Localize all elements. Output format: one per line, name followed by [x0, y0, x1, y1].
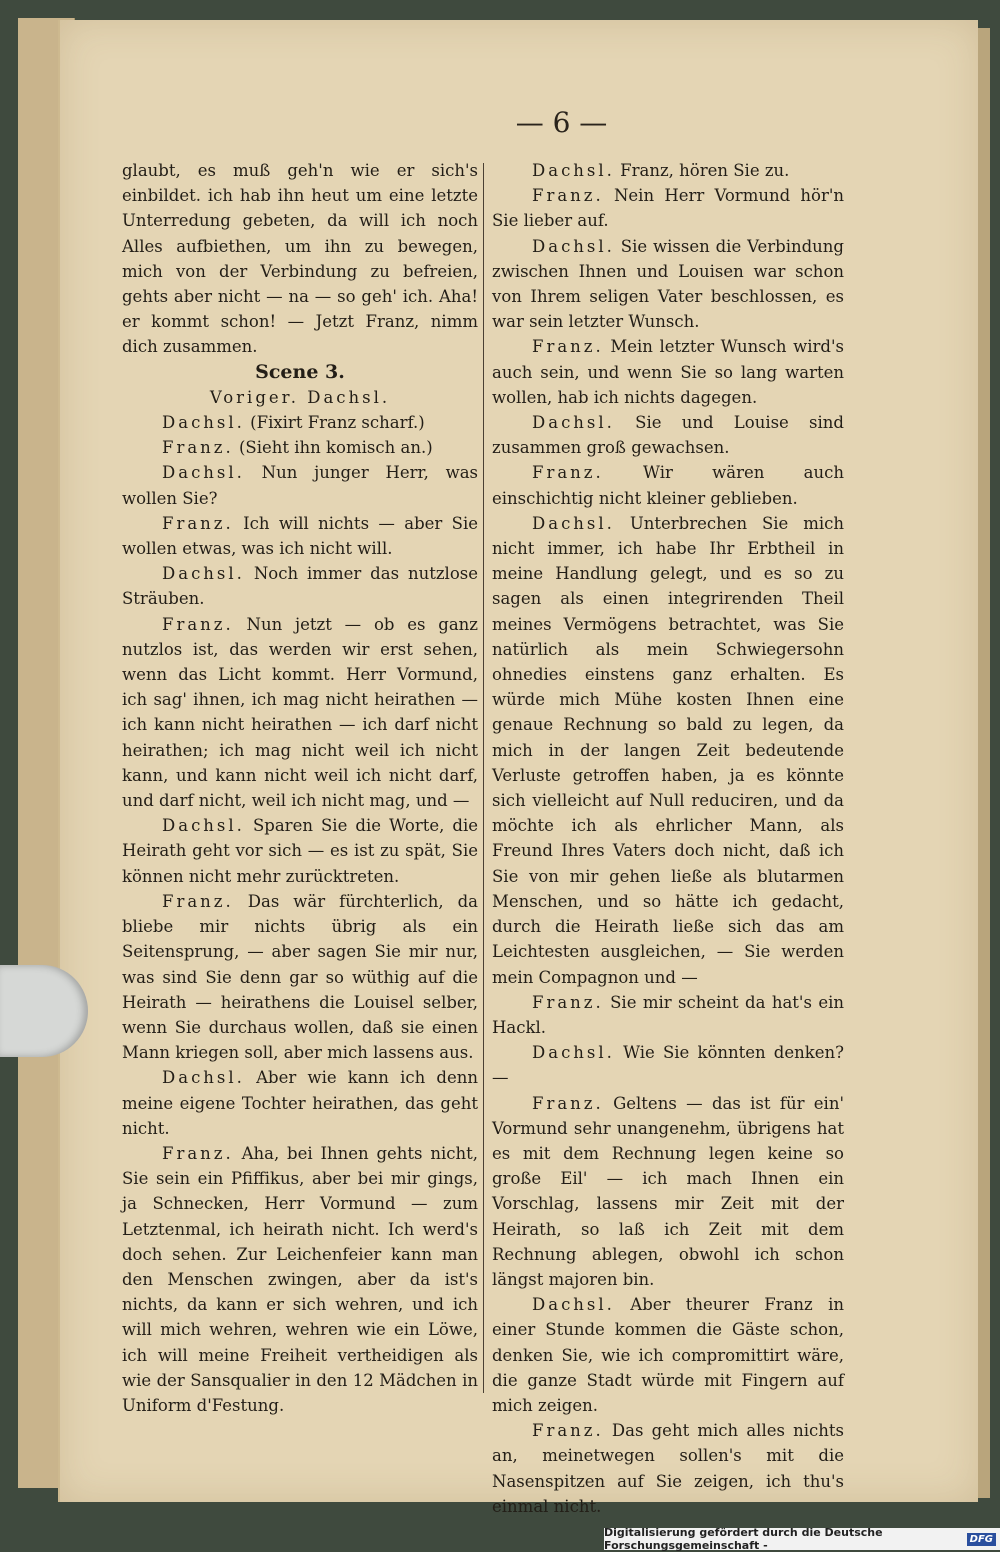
speaker-name: Dachsl.: [162, 413, 245, 433]
dialogue-line: [492, 234, 844, 335]
speaker-name: Dachsl.: [532, 513, 615, 533]
speaker-name: Dachsl.: [532, 413, 615, 433]
dialogue-text: Wie Sie könnten denken? —: [492, 1043, 844, 1088]
dialogue-text: Franz, hören Sie zu.: [614, 161, 790, 180]
cast-list: Voriger. Dachsl.: [209, 387, 391, 407]
credit-text: Digitalisierung gefördert durch die Deutsche Forschungsgemeinschaft -: [604, 1526, 883, 1552]
dialogue-line: [492, 1418, 844, 1519]
scanner-clip-tab: [0, 965, 88, 1057]
dialogue-line: [492, 460, 844, 510]
dialogue-line: [122, 612, 478, 814]
dialogue-text: Mein letzter Wunsch wird's auch sein, und wenn Sie so lang warten wollen, hab ich nichts dagegen.: [492, 337, 844, 407]
speaker-name: Dachsl.: [162, 816, 245, 836]
speaker-name: Dachsl.: [162, 564, 245, 584]
dialogue-line: [122, 1141, 478, 1418]
dialogue-text: Das geht mich alles nichts an, meinetwegen sollen's mit die Nasenspitzen auf Sie zeigen, ich thu's einmal nicht.: [492, 1421, 844, 1516]
dialogue-line: [122, 511, 478, 561]
dialogue-line: [492, 511, 844, 990]
dialogue-line: [122, 889, 478, 1065]
dialogue-text: Aha, bei Ihnen gehts nicht, Sie sein ein Pfiffikus, aber bei mir gings, ja Schnecken, Herr Vormund — zum Letztenmal, ich heirath nicht. Ich werd's doch sehen. Zur Leichenfeier kann man den Menschen zwingen, aber da ist's nichts, da kann er sich wehren, und ich will mich wehren, wehren wie ein Löwe, ich will meine Freiheit vertheidigen als wie der Sansqualier in den 12 Mädchen in Uniform d'Festung.: [122, 1143, 478, 1415]
speaker-name: Franz.: [532, 1093, 604, 1113]
speaker-name: Franz.: [162, 438, 234, 458]
dfg-logo: DFG: [967, 1533, 996, 1546]
left-text-column: [122, 158, 478, 1418]
column-divider: [483, 163, 484, 1393]
dialogue-text: Unterbrechen Sie mich nicht immer, ich habe Ihr Erbtheil in meine Handlung gelegt, und es so zu sagen als einen integrirenden Theil meines Vermögens betrachtet, was Sie natürlich als mein Schwiegersohn ohnedies einstens ganz erhalten. Es würde mich Mühe kosten Ihnen eine genaue Rechnung so bald zu legen, da mich in der langen Zeit bedeutende Verluste getroffen haben, ja es könnte sich vielleicht auf Null reduciren, und da möchte ich als ehrlicher Mann, als Freund Ihres Vaters doch nicht, daß ich Sie von mir gehen ließe als blutarmen Menschen, und so hätte ich gedacht, durch die Heirath ließe sich das am Leichtesten ausgleichen, — Sie werden mein Compagnon und —: [492, 513, 844, 987]
continued-paragraph: glaubt, es muß geh'n wie er sich's einbildet. ich hab ihn heut um eine letzte Unterredung gebeten, da will ich noch Alles aufbiethen, um ihn zu bewegen, mich von der Verbindung zu befreien, gehts aber nicht — na — so geh' ich. Aha! er kommt schon! — Jetzt Franz, nimm dich zusammen.: [122, 161, 478, 357]
dialogue-line: [492, 1292, 844, 1418]
scene-heading: Scene 3.: [255, 360, 345, 383]
speaker-name: Dachsl.: [532, 236, 615, 256]
speaker-name: Franz.: [162, 891, 234, 911]
dialogue-text: Nun junger Herr, was wollen Sie?: [122, 463, 478, 508]
dialogue-text: Nun jetzt — ob es ganz nutzlos ist, das werden wir erst sehen, wenn das Licht kommt. Herr Vormund, ich sag' ihnen, ich mag nicht heirathen — ich kann nicht heirathen — ich darf nicht heirathen; ich mag nicht weil ich nicht kann, und kann nicht weil ich nicht darf, und darf nicht, weil ich nicht mag, und —: [122, 614, 478, 811]
speaker-name: Franz.: [162, 1143, 234, 1163]
dialogue-text: Das wär fürchterlich, da bliebe mir nichts übrig als ein Seitensprung, — aber sagen Sie mir nur, was sind Sie denn gar so wüthig auf die Heirath — heirathens die Louisel selber, wenn Sie durchaus wollen, daß sie einen Mann kriegen soll, aber mich lassens aus.: [122, 891, 478, 1063]
dialogue-line: [122, 813, 478, 889]
dialogue-text: (Sieht ihn komisch an.): [233, 438, 433, 458]
speaker-name: Franz.: [532, 1421, 604, 1441]
speaker-name: Franz.: [532, 186, 604, 206]
dialogue-text: Noch immer das nutzlose Sträuben.: [122, 564, 478, 609]
speaker-name: Dachsl.: [532, 1043, 615, 1063]
speaker-name: Franz.: [532, 463, 604, 483]
speaker-name: Franz.: [532, 337, 604, 357]
dialogue-line: [492, 990, 844, 1040]
speaker-name: Franz.: [532, 992, 604, 1012]
speaker-name: Dachsl.: [162, 463, 245, 483]
dialogue-line: [492, 1091, 844, 1293]
dialogue-text: Ich will nichts — aber Sie wollen etwas, was ich nicht will.: [122, 513, 478, 559]
speaker-name: Dachsl.: [162, 1068, 245, 1088]
dialogue-line: [492, 410, 844, 460]
speaker-name: Dachsl.: [532, 1295, 615, 1315]
page-number: — 6 —: [515, 106, 608, 139]
dialogue-line: [492, 334, 844, 410]
speaker-name: Dachsl.: [532, 161, 615, 180]
dialogue-line: [122, 460, 478, 510]
dialogue-line: [122, 1065, 478, 1141]
dialogue-line: [492, 1040, 844, 1090]
dialogue-line: [492, 183, 844, 233]
dialogue-line: [492, 158, 844, 183]
dialogue-text: Aber theurer Franz in einer Stunde kommen die Gäste schon, denken Sie, wie ich compromittirt wäre, die ganze Stadt würde mit Fingern auf mich zeigen.: [492, 1295, 844, 1415]
right-text-column: [492, 158, 844, 1519]
dialogue-text: Wir wären auch einschichtig nicht kleiner geblieben.: [492, 463, 844, 508]
dialogue-text: Aber wie kann ich denn meine eigene Tochter heirathen, das geht nicht.: [122, 1068, 478, 1138]
dialogue-text: Geltens — das ist für ein' Vormund sehr unangenehm, übrigens hat es mit dem Rechnung legen keine so große Eil' — ich mach Ihnen ein Vorschlag, lassens mir Zeit mit der Heirath, so laß ich Zeit mit dem Rechnung ablegen, obwohl ich schon längst majoren bin.: [492, 1093, 844, 1289]
dialogue-text: Sparen Sie die Worte, die Heirath geht vor sich — es ist zu spät, Sie können nicht mehr zurücktreten.: [122, 816, 478, 886]
digitization-credit-bar: [604, 1528, 1000, 1550]
dialogue-text: (Fixirt Franz scharf.): [244, 413, 425, 433]
speaker-name: Franz.: [162, 513, 234, 533]
dialogue-line: [122, 435, 478, 460]
speaker-name: Franz.: [162, 614, 234, 634]
dialogue-text: Nein Herr Vormund hör'n Sie lieber auf.: [492, 186, 844, 231]
dialogue-text: Sie mir scheint da hat's ein Hackl.: [492, 992, 844, 1037]
dialogue-line: [122, 410, 478, 435]
dialogue-text: Sie und Louise sind zusammen groß gewachsen.: [492, 413, 844, 458]
dialogue-line: [122, 561, 478, 611]
dialogue-text: Sie wissen die Verbindung zwischen Ihnen und Louisen war schon von Ihrem seligen Vater beschlossen, es war sein letzter Wunsch.: [492, 236, 844, 332]
